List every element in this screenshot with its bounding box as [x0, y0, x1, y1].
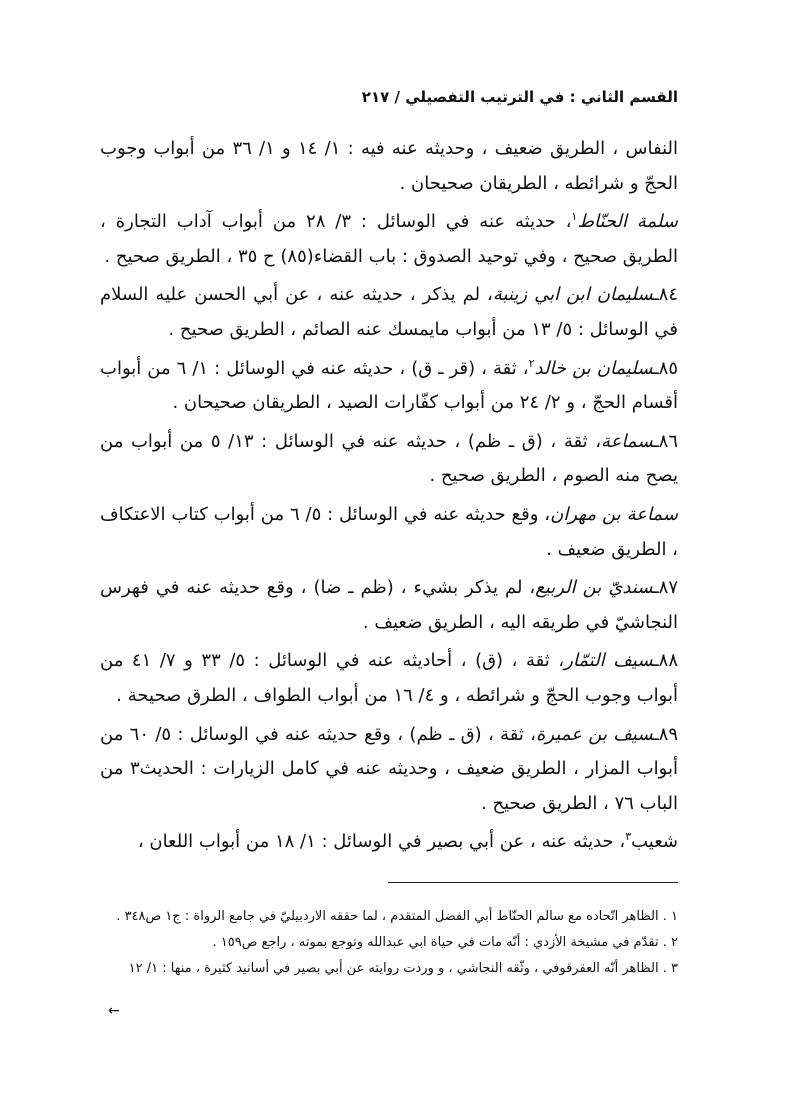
entry-text: ، لم يذكر بشيء ، (ظم ـ ضا) ، وقع حديثه عنه في فهرس النجاشيّ في طريقه اليه ، الطريق ضعيف .	[100, 577, 678, 633]
entry-number: ٨٧ـ	[653, 577, 678, 599]
paragraph-3	[100, 352, 678, 421]
entry-number: ٨٤ـ	[653, 284, 678, 306]
paragraph-0	[100, 132, 678, 201]
narrator-name: سلمة الحنّاط	[577, 211, 678, 233]
entry-text: ، حديثه عنه في الوسائل : ٣/ ٢٨ من أبواب آداب التجارة ، الطريق صحيح ، وفي توحيد الصدوق : باب القضاء(٨٥) ح ٣٥ ، الطريق صحيح .	[100, 211, 678, 267]
entry-text: ، وقع حديثه عنه في الوسائل : ٥/ ٦ من أبواب كتاب الاعتكاف ، الطريق ضعيف .	[100, 503, 678, 560]
entry-text: ، حديثه عنه ، عن أبي بصير في الوسائل : ١/ ١٨ من أبواب اللعان ،	[137, 831, 626, 853]
narrator-name: سنديّ بن الربيع	[535, 577, 654, 599]
entry-text: ، ثقة ، (ق) ، أحاديثه عنه في الوسائل : ٥/ ٣٣ و ٧/ ٤١ من أبواب وجوب الحجّ و شرائطه ، و ٤/ ١٦ من أبواب الطواف ، الطرق صحيحة .	[100, 650, 678, 706]
footnote-ref: ٣	[625, 830, 632, 844]
entry-text: النفاس ، الطريق ضعيف ، وحديثه عنه فيه : ١/ ١٤ و ١/ ٣٦ من أبواب وجوب الحجّ و شرائطه ، الطريقان صحيحان .	[100, 138, 678, 194]
continuation-arrow-icon: ←	[108, 1003, 120, 1019]
narrator-name: سيف التمّار	[564, 650, 654, 672]
entry-number: ٨٦ـ	[653, 430, 678, 452]
entry-number: ٨٩ـ	[653, 723, 679, 745]
entry-text: ، لم يذكر ، حديثه عنه ، عن أبي الحسن عليه السلام في الوسائل : ٥/ ١٣ من أبواب مايمسك عنه الصائم ، الطريق صحيح .	[100, 284, 678, 340]
narrator-name: سيف بن عميرة	[535, 723, 654, 745]
narrator-name: سليمان بن خالد	[534, 357, 654, 379]
paragraph-last	[100, 825, 678, 860]
footnote-ref: ١	[571, 210, 578, 224]
paragraph-2	[100, 278, 678, 347]
entry-text: ، ثقة ، (ق ـ ظم) ، وقع حديثه عنه في الوسائل : ٥/ ٦٠ من أبواب المزار ، الطريق ضعيف ، وحديثه عنه في كامل الزيارات : الحديث٣ من الباب ٧٦ ، الطريق صحيح .	[100, 723, 678, 814]
entry-number: ٨٨ـ	[653, 650, 679, 672]
footnote-divider	[388, 882, 678, 883]
paragraph-5	[100, 498, 678, 567]
narrator-name: شعيب	[631, 831, 678, 853]
main-text	[100, 132, 678, 864]
paragraph-7	[100, 644, 678, 713]
footnote-2: ٢ . تقدّم في مشيخة الأزدي : أنّه مات في حياة ابي عبدالله وتوجع بموته ، راجع ص١٥٩ .	[212, 935, 678, 950]
narrator-name: سماعة	[601, 430, 654, 452]
footnote-ref: ٢	[528, 356, 535, 370]
entry-text: ، ثقة ، (قر ـ ق) ، حديثه عنه في الوسائل : ١/ ٦ من أبواب أقسام الحجّ ، و ٢/ ٢٤ من أبواب كفّارات الصيد ، الطريقان صحيحان .	[100, 357, 678, 414]
paragraph-6	[100, 571, 678, 640]
paragraph-4	[100, 425, 678, 494]
entry-text: ، ثقة ، (ق ـ ظم) ، حديثه عنه في الوسائل : ١٣/ ٥ من أبواب من يصح منه الصوم ، الطريق صحيح .	[100, 430, 678, 487]
footnotes	[100, 905, 678, 983]
footnote-3: ٣ . الظاهر أنّه العقرقوفي ، وثّقه النجاشي ، و وردت روايته عن أبي بصير في أسانيد كثيرة ، منها : ١/ ١٢	[128, 961, 678, 976]
narrator-name: سماعة بن مهران	[550, 503, 678, 525]
footnote-1: ١ . الظاهر اتّحاده مع سالم الحنّاط أبي الفضل المتقدم ، لما حققه الاردبيليّ في جامع الرواة : ج١ ص٣٤٨ .	[116, 909, 678, 924]
running-header: القسم الثاني : في الترتيب التفصيلي / ٢١٧	[361, 88, 678, 106]
paragraph-8	[100, 718, 678, 822]
entry-number: ٨٥ـ	[653, 357, 678, 379]
paragraph-1	[100, 205, 678, 274]
narrator-name: سليمان ابن ابي زينبة	[492, 284, 654, 306]
